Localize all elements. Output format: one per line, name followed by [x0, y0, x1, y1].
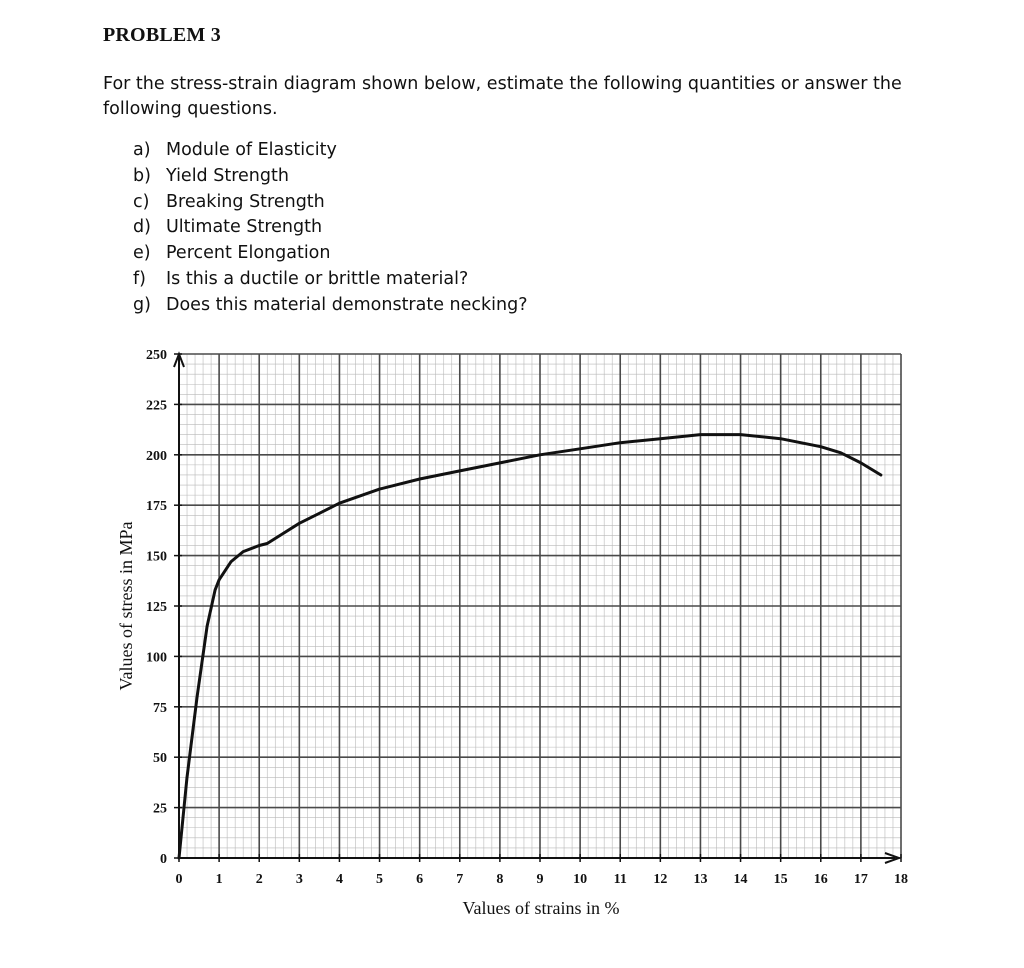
question-letter: c): [133, 191, 150, 212]
x-tick-label: 16: [813, 872, 828, 887]
y-tick-label: 250: [146, 348, 167, 363]
question-text: Module of Elasticity: [166, 140, 337, 160]
question-letter: f): [133, 268, 146, 289]
x-tick-label: 0: [175, 872, 183, 887]
x-tick-label: 11: [613, 872, 627, 887]
question-text: Ultimate Strength: [166, 217, 323, 238]
x-tick-label: 7: [456, 872, 464, 887]
y-tick-label: 225: [146, 398, 167, 414]
x-tick-label: 17: [853, 872, 868, 887]
y-tick-label: 25: [153, 801, 167, 817]
x-tick-label: 13: [693, 872, 708, 887]
y-tick-label: 200: [146, 448, 167, 464]
tick-labels: [146, 348, 908, 887]
y-tick-label: 150: [146, 549, 167, 565]
x-tick-label: 3: [295, 872, 303, 887]
x-tick-label: 1: [215, 872, 223, 887]
x-tick-label: 9: [536, 872, 544, 887]
x-tick-label: 10: [573, 872, 588, 887]
x-tick-label: 2: [255, 872, 263, 887]
question-text: Percent Elongation: [166, 243, 331, 264]
x-tick-label: 14: [733, 872, 748, 887]
y-tick-label: 100: [146, 650, 167, 666]
x-tick-label: 4: [335, 872, 343, 887]
x-tick-label: 18: [894, 872, 908, 887]
x-tick-label: 8: [496, 872, 504, 887]
question-letter: a): [133, 140, 151, 160]
x-tick-label: 15: [773, 872, 788, 887]
question-text: Yield Strength: [166, 165, 289, 186]
question-text: Breaking Strength: [166, 191, 325, 212]
question-letter: b): [133, 165, 151, 186]
x-axis-label: Values of strains in %: [462, 898, 620, 918]
y-tick-label: 50: [153, 751, 167, 767]
y-axis-label: Values of stress in MPa: [116, 521, 136, 691]
question-text: Does this material demonstrate necking?: [166, 294, 528, 315]
problem-heading: PROBLEM 3: [103, 24, 221, 46]
question-letter: g): [133, 294, 151, 315]
question-text: Is this a ductile or brittle material?: [166, 268, 469, 289]
x-tick-label: 12: [653, 872, 668, 887]
y-tick-label: 175: [146, 499, 167, 515]
x-tick-label: 6: [416, 872, 424, 887]
y-tick-label: 0: [160, 852, 167, 867]
x-tick-label: 5: [376, 872, 384, 887]
y-tick-label: 125: [146, 600, 167, 615]
question-letter: d): [133, 217, 151, 238]
question-letter: e): [133, 243, 151, 264]
y-tick-label: 75: [153, 700, 167, 716]
major-grid: [179, 354, 901, 858]
problem-intro: For the stress-strain diagram shown below, estimate the following quantities or answer the following questions.: [103, 74, 902, 119]
